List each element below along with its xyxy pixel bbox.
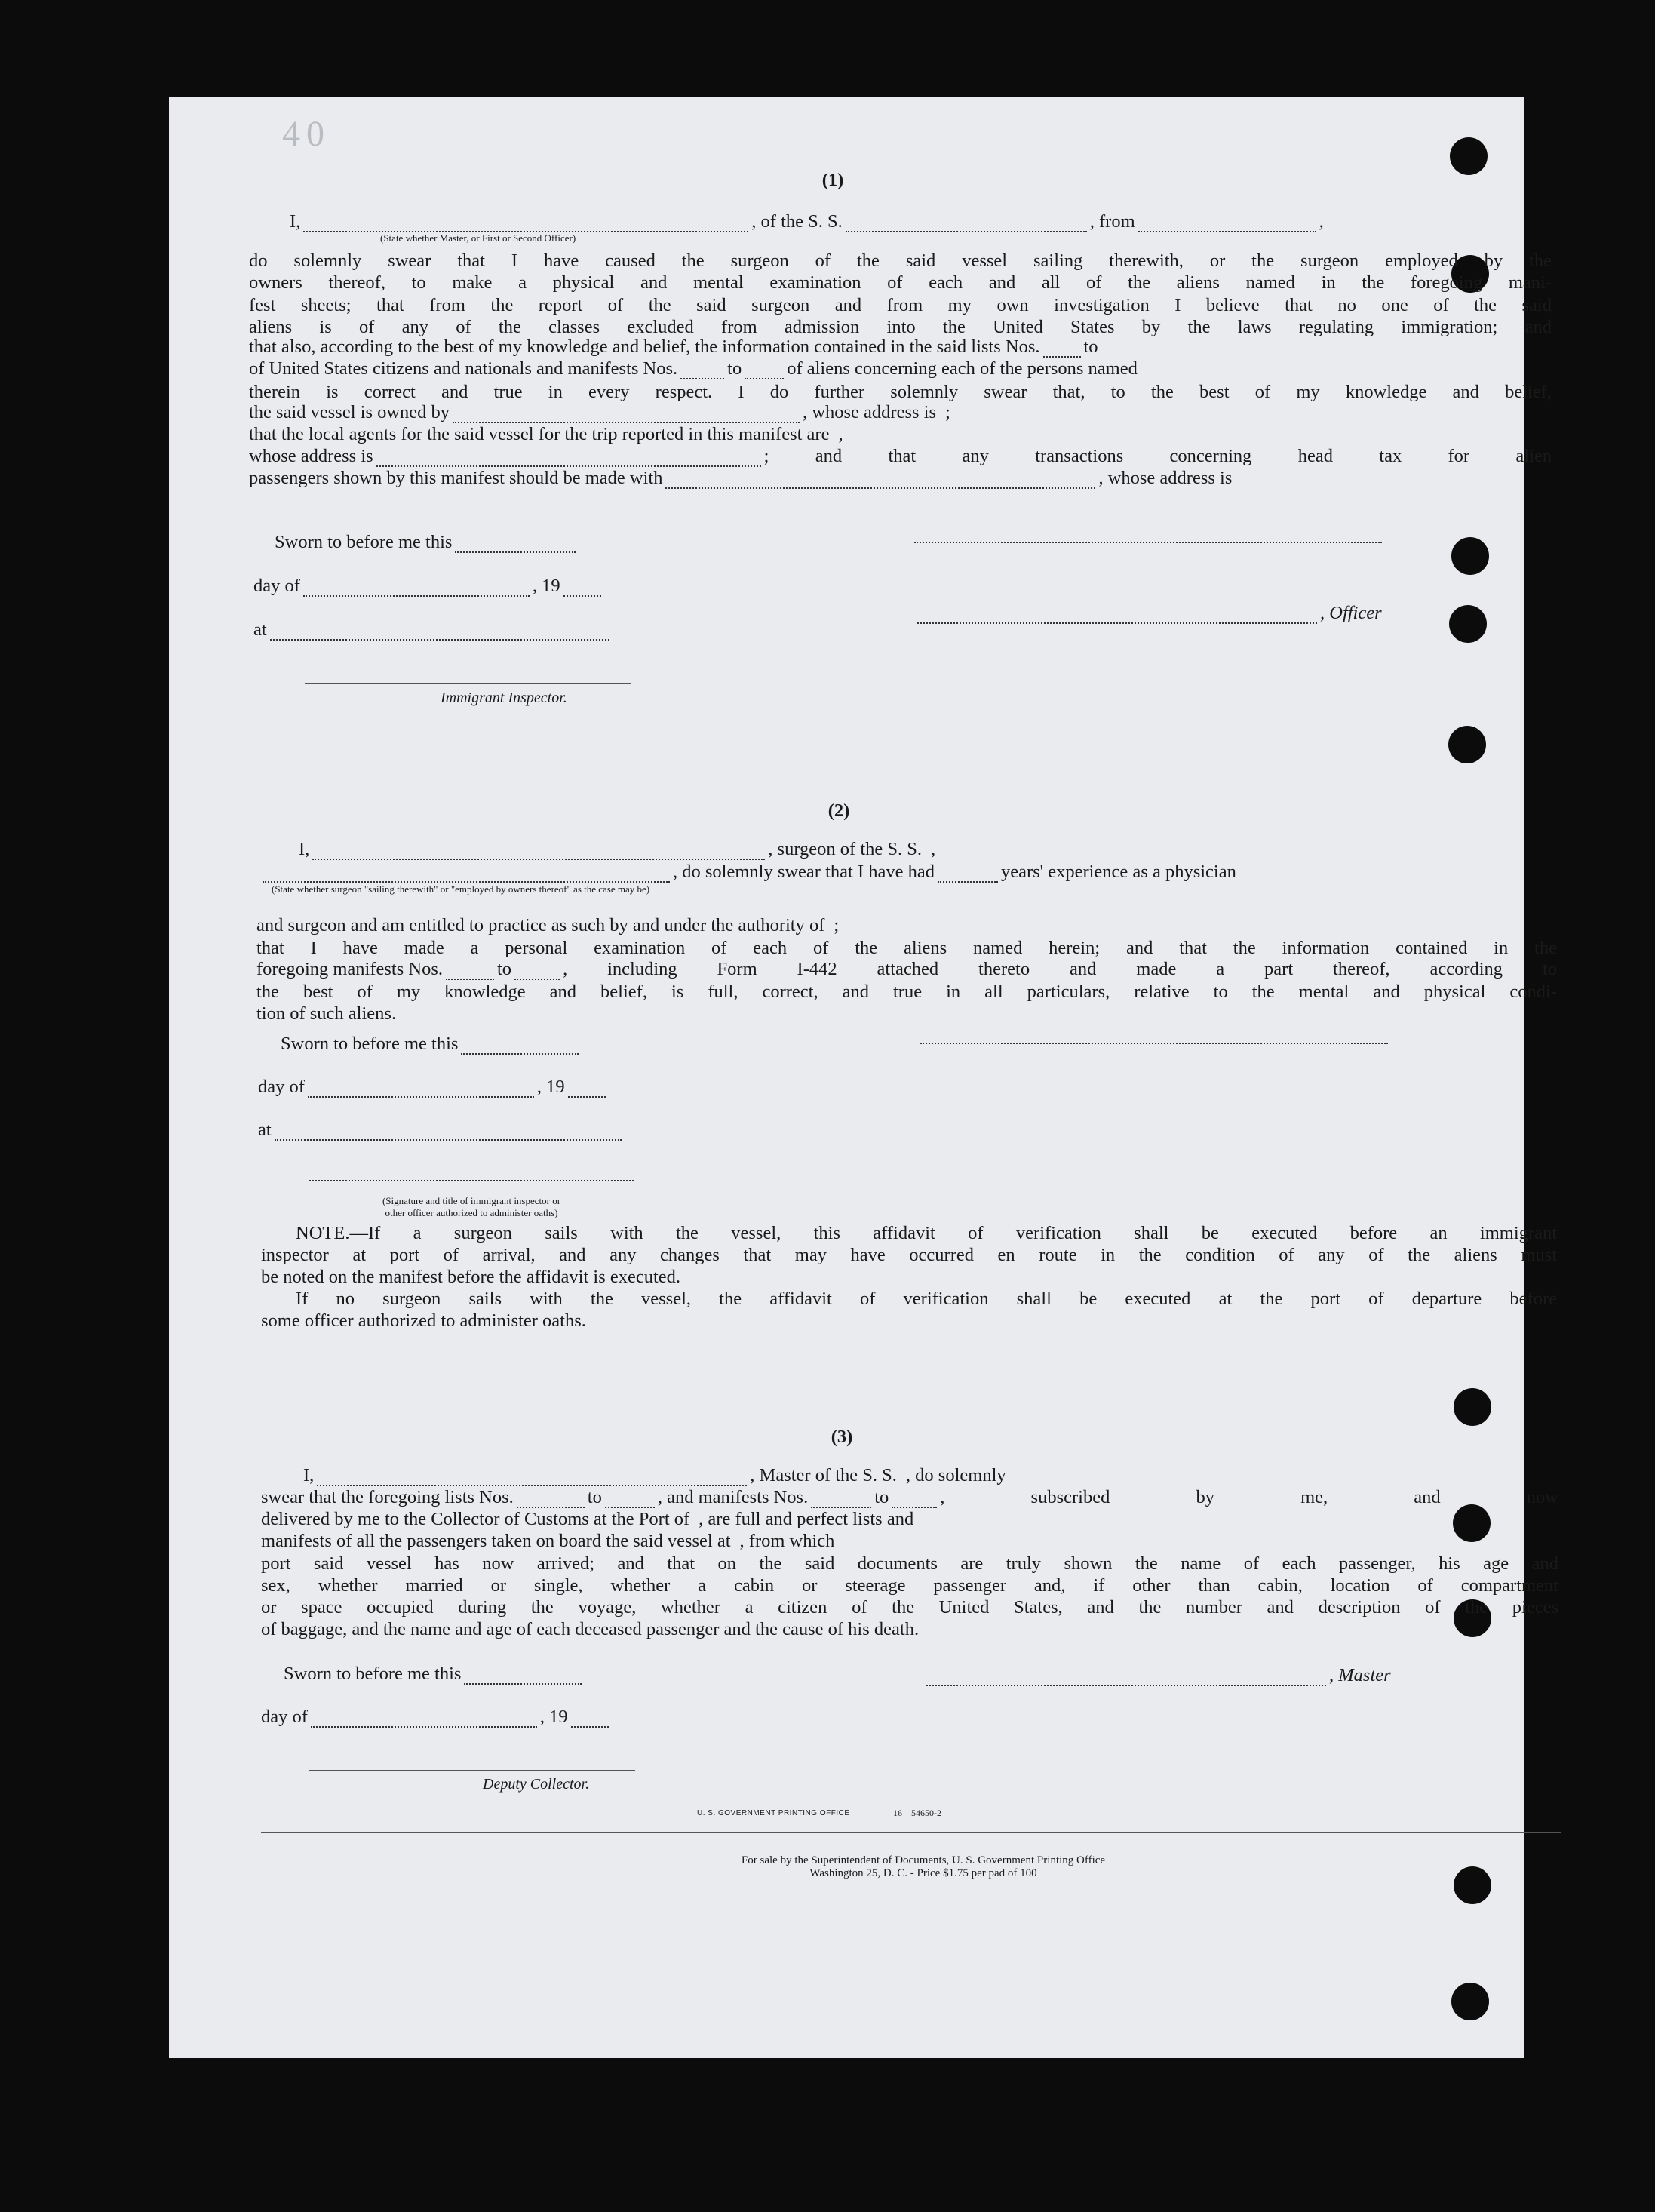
s2-body-line: that I have made a personal examination of each of the aliens named herein; and that the information contained in the	[256, 938, 1557, 958]
s1-line-7: of United States citizens and nationals and manifests Nos. to of aliens concerning each of the persons named	[249, 358, 1138, 379]
sworn-date-field[interactable]	[461, 1040, 579, 1055]
s1-at-line: at	[253, 619, 613, 641]
s1-body-line: fest sheets; that from the report of the said surgeon and from my own investigation I believe that no one of the said	[249, 295, 1552, 315]
year-field[interactable]	[563, 582, 601, 597]
s3-day-line: day of , 19	[261, 1707, 612, 1728]
inspector-caption: Immigrant Inspector.	[441, 690, 567, 706]
section-number: (2)	[828, 800, 850, 821]
punch-hole	[1451, 537, 1489, 575]
manifests-to-field[interactable]	[745, 364, 784, 379]
year-field[interactable]	[568, 1083, 606, 1098]
sworn-date-field[interactable]	[455, 538, 576, 553]
officer-rank-field[interactable]	[303, 217, 748, 232]
s3-line-3: delivered by me to the Collector of Customs at the Port of , are full and perfect lists and	[261, 1509, 914, 1529]
s3-line-4: manifests of all the passengers taken on board the said vessel at , from which	[261, 1531, 835, 1551]
s1-line-6: that also, according to the best of my knowledge and belief, the information contained in the said lists Nos. to	[249, 336, 1098, 357]
master-name-field[interactable]	[317, 1471, 747, 1486]
s2-line-3: and surgeon and am entitled to practice as such by and under the authority of ;	[256, 915, 840, 935]
s2-day-line: day of , 19	[258, 1077, 609, 1098]
s3-body-line: or space occupied during the voyage, whether a citizen of the United States, and the number and description of the pieces	[261, 1597, 1558, 1618]
punch-hole	[1450, 137, 1488, 175]
departure-port-field[interactable]	[1138, 217, 1316, 232]
s1-body-line: aliens is of any of the classes excluded from admission into the United States by the laws regulating immigration; and	[249, 317, 1552, 337]
s2-at-line: at	[258, 1120, 625, 1141]
year-field[interactable]	[571, 1713, 609, 1728]
collector-signature-line[interactable]	[309, 1770, 635, 1771]
note-text: If no surgeon sails with the vessel, the affidavit of verification shall be executed at the port of departure before	[296, 1289, 1557, 1309]
s2-line-1: I, , surgeon of the S. S. ,	[299, 839, 936, 859]
lists-from-field[interactable]	[517, 1493, 585, 1508]
document-page	[169, 97, 1558, 2058]
s2-body-line: tion of such aliens.	[256, 1003, 397, 1024]
s3-sworn-line: Sworn to before me this	[284, 1664, 585, 1685]
lists-to-field[interactable]	[605, 1493, 655, 1508]
s1-day-line: day of , 19	[253, 576, 604, 597]
manifests-from-field[interactable]	[680, 364, 724, 379]
manifests-to-field[interactable]	[514, 965, 560, 980]
day-field[interactable]	[303, 582, 530, 597]
s1-line-1: I, , of the S. S. , from ,	[290, 211, 1324, 232]
officer-signature-field[interactable]	[917, 609, 1317, 624]
location-field[interactable]	[270, 625, 609, 641]
surgeon-status-field[interactable]	[263, 868, 670, 883]
s3-body-line: of baggage, and the name and age of each deceased passenger and the cause of his death.	[261, 1619, 920, 1639]
location-field[interactable]	[275, 1126, 622, 1141]
s1-line-9: the said vessel is owned by , whose address is ;	[249, 402, 950, 422]
s3-line-1: I, , Master of the S. S. , do solemnly	[303, 1465, 1006, 1485]
s3-line-2: swear that the foregoing lists Nos. to , and manifests Nos. to , subscribed by me, and now	[261, 1487, 1558, 1507]
sale-notice: Washington 25, D. C. - Price $1.75 per pad of 100	[809, 1867, 1037, 1879]
punch-hole	[1449, 605, 1487, 643]
note-text: some officer authorized to administer oaths.	[261, 1310, 586, 1331]
signature-line[interactable]	[914, 542, 1382, 543]
s3-body-line: sex, whether married or single, whether a cabin or steerage passenger and, if other than cabin, location of compartment	[261, 1575, 1558, 1596]
section-number: (1)	[821, 170, 844, 190]
footer-rule	[261, 1832, 1561, 1833]
manifests-from-field[interactable]	[811, 1493, 871, 1508]
s1-line-11: whose address is ; and that any transactions concerning head tax for alien	[249, 446, 1552, 466]
field-note: (State whether Master, or First or Second Officer)	[380, 232, 576, 244]
gpo-imprint: U. S. GOVERNMENT PRINTING OFFICE	[697, 1809, 850, 1817]
s2-line-2: , do solemnly swear that I have had years' experience as a physician	[259, 862, 1236, 883]
manifests-to-field[interactable]	[892, 1493, 937, 1508]
note-text: inspector at port of arrival, and any changes that may have occurred en route in the condition of any of the aliens must	[261, 1245, 1557, 1265]
inspector-signature-line[interactable]	[309, 1180, 634, 1181]
note-text: NOTE.—If a surgeon sails with the vessel, this affidavit of verification shall be executed before an immigrant	[296, 1223, 1557, 1243]
punch-hole	[1451, 1983, 1489, 2020]
s1-officer-line: , Officer	[914, 603, 1382, 624]
s2-sworn-line: Sworn to before me this	[281, 1034, 582, 1055]
s1-body-line: do solemnly swear that I have caused the surgeon of the said vessel sailing therewith, or the surgeon employed by the	[249, 250, 1552, 271]
note-text: be noted on the manifest before the affidavit is executed.	[261, 1267, 681, 1287]
owner-field[interactable]	[453, 408, 800, 423]
surgeon-signature-line[interactable]	[920, 1043, 1388, 1044]
s2-body-line: the best of my knowledge and belief, is full, correct, and true in all particulars, relative to the mental and physical condi-	[256, 982, 1557, 1002]
agents-address-field[interactable]	[376, 452, 761, 467]
manifests-from-field[interactable]	[446, 965, 494, 980]
field-note: (State whether surgeon "sailing therewith" or "employed by owners thereof" as the case may be)	[272, 883, 650, 895]
page-number: 40	[282, 114, 330, 154]
head-tax-party-field[interactable]	[665, 474, 1095, 489]
punch-hole	[1454, 1866, 1491, 1904]
sale-notice: For sale by the Superintendent of Documents, U. S. Government Printing Office	[741, 1854, 1106, 1866]
surgeon-name-field[interactable]	[312, 845, 765, 860]
experience-years-field[interactable]	[938, 868, 998, 883]
day-field[interactable]	[311, 1713, 537, 1728]
s1-line-10: that the local agents for the said vessel for the trip reported in this manifest are ,	[249, 424, 843, 444]
s1-sworn-line: Sworn to before me this	[275, 532, 579, 553]
punch-hole	[1454, 1388, 1491, 1426]
inspector-signature-line[interactable]	[305, 683, 631, 684]
lists-from-field[interactable]	[1043, 343, 1081, 358]
s1-body-line: owners thereof, to make a physical and mental examination of each and all of the aliens named in the foregoing mani-	[249, 272, 1552, 293]
day-field[interactable]	[308, 1083, 534, 1098]
collector-caption: Deputy Collector.	[483, 1776, 590, 1793]
s1-line-12: passengers shown by this manifest should be made with , whose address is	[249, 468, 1233, 488]
form-code: 16—54650-2	[893, 1808, 941, 1818]
s2-line-5: foregoing manifests Nos. to , including Form I-442 attached thereto and made a part thereof, according to	[256, 959, 1557, 979]
signature-caption: other officer authorized to administer oaths)	[385, 1207, 558, 1218]
s3-master-line: , Master	[923, 1665, 1391, 1686]
s3-body-line: port said vessel has now arrived; and that on the said documents are truly shown the name of each passenger, his age and	[261, 1553, 1558, 1574]
section-number: (3)	[831, 1427, 853, 1447]
master-signature-field[interactable]	[926, 1671, 1326, 1686]
punch-hole	[1448, 726, 1486, 763]
vessel-name-field[interactable]	[846, 217, 1087, 232]
sworn-date-field[interactable]	[464, 1670, 582, 1685]
s1-body-line: therein is correct and true in every respect. I do further solemnly swear that, to the best of my knowledge and belief,	[249, 382, 1552, 402]
signature-caption: (Signature and title of immigrant inspector or	[382, 1195, 561, 1206]
